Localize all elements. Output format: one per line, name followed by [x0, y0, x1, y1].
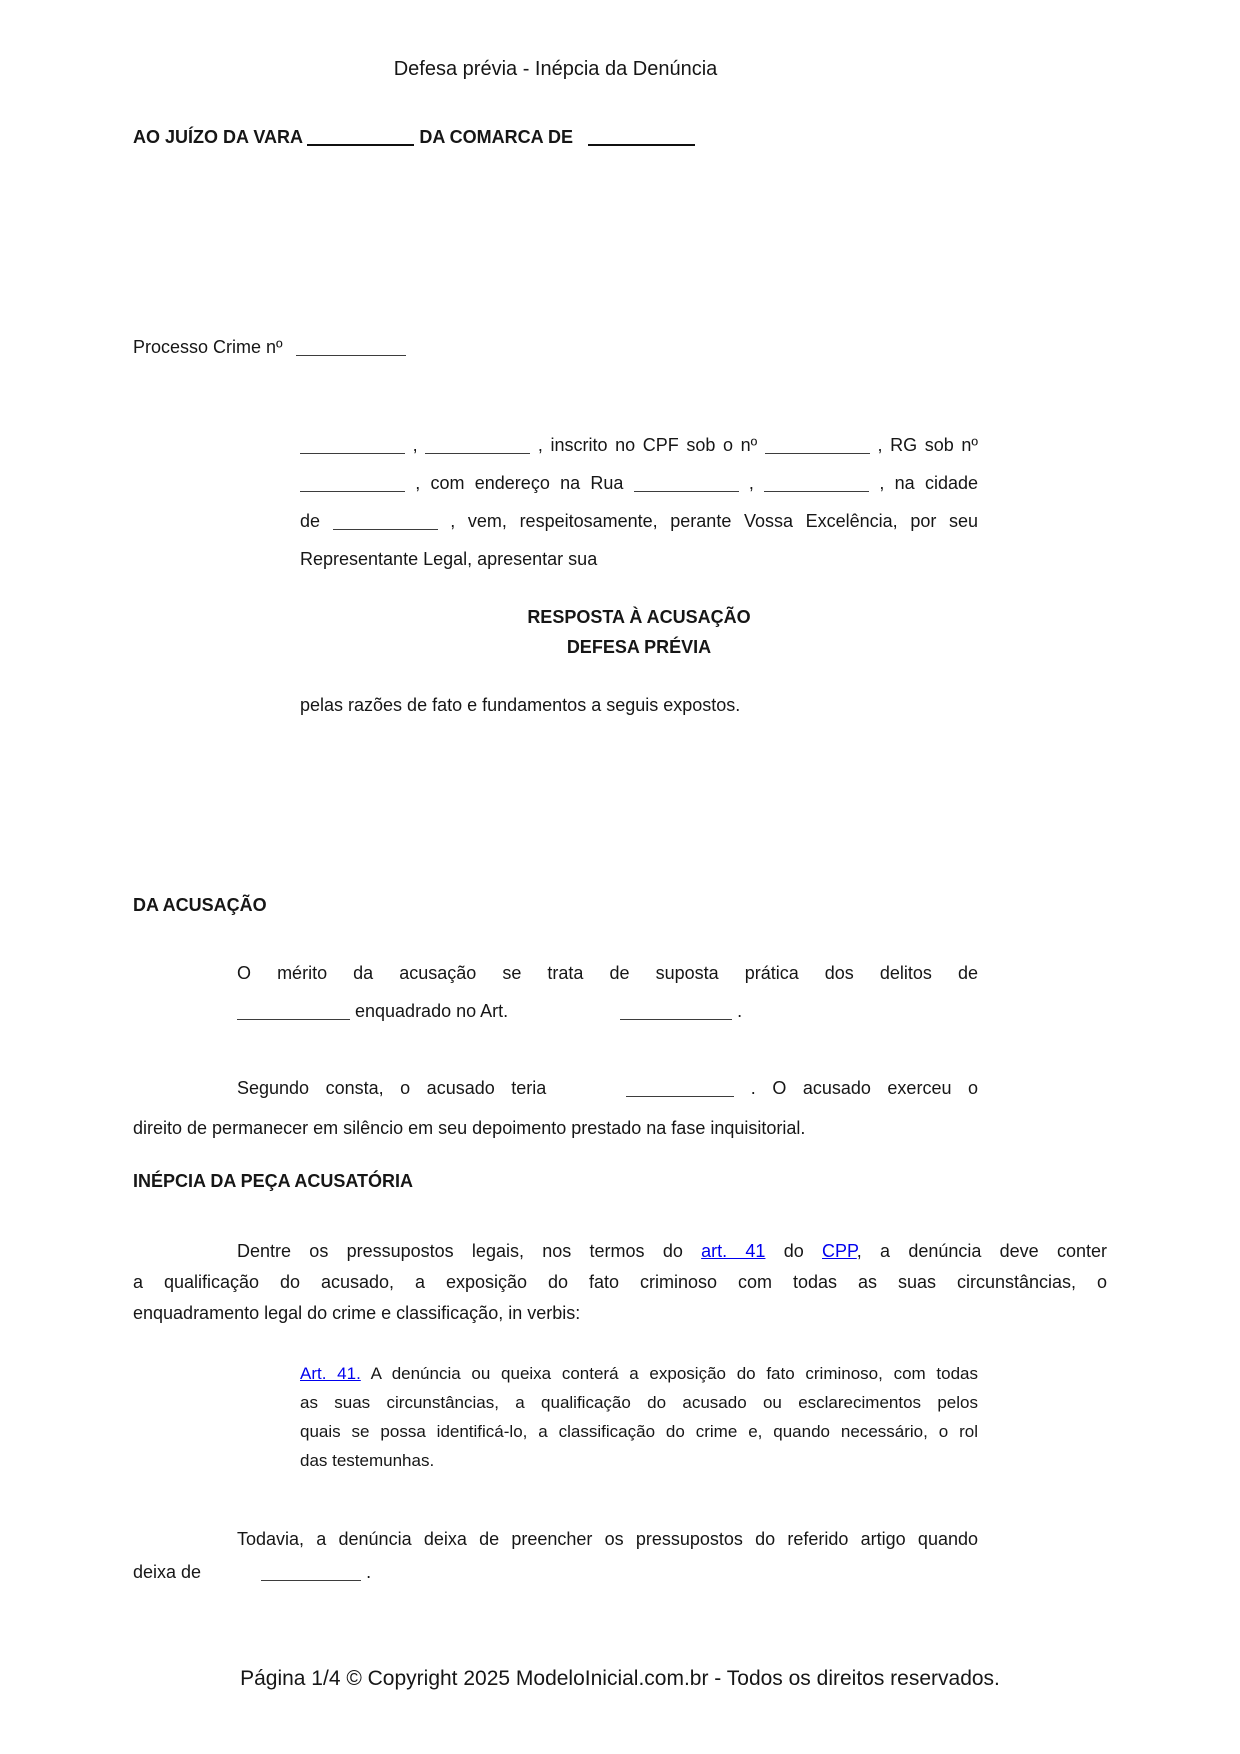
spacer	[288, 351, 296, 353]
fill-in-blank[interactable]	[626, 1084, 734, 1097]
text-run: , com endereço na Rua	[405, 473, 634, 493]
article-41-quote-line	[300, 1359, 978, 1388]
text-run: AO JUÍZO DA VARA	[133, 127, 308, 147]
text-run: , inscrito no CPF sob o nº	[530, 435, 765, 455]
text-run: quais se possa identificá-lo, a classificação do crime e, quando necessário, o rol	[300, 1422, 978, 1441]
text-run: DA COMARCA DE	[414, 127, 579, 147]
text-run: do	[765, 1241, 823, 1261]
text-run: O mérito da acusação se trata de suposta prática dos delitos de	[237, 963, 978, 983]
fill-in-blank[interactable]	[764, 479, 869, 492]
silence-paragraph-line	[133, 1108, 978, 1148]
case-number-line-line	[133, 332, 1107, 362]
article-41-quote	[300, 1359, 978, 1475]
article-41-quote-line	[300, 1417, 978, 1446]
todavia-paragraph-line	[133, 1556, 978, 1589]
court-heading	[133, 122, 1107, 152]
accusation-merit-paragraph-line	[237, 954, 978, 992]
text-run: A denúncia ou queixa conterá a exposição do fato criminoso, com todas	[360, 1364, 978, 1383]
fill-in-blank[interactable]	[425, 441, 530, 454]
legal-requirements-paragraph-line	[237, 1236, 1107, 1267]
legal-requirements-paragraph-line	[133, 1298, 1107, 1329]
silence-paragraph	[133, 1068, 978, 1148]
fill-in-blank[interactable]	[237, 1007, 350, 1020]
fill-in-blank[interactable]	[307, 133, 414, 146]
text-run: , RG sob nº	[869, 435, 978, 455]
fill-in-blank[interactable]	[588, 133, 695, 146]
text-run: .	[361, 1562, 372, 1582]
reasons-line-line	[300, 690, 1107, 720]
text-run: ,	[738, 473, 765, 493]
todavia-paragraph-line	[237, 1523, 978, 1556]
text-run: Dentre os pressupostos legais, nos termos do	[237, 1241, 702, 1261]
legal-reference-link[interactable]: CPP	[822, 1241, 857, 1261]
silence-paragraph-line	[237, 1068, 978, 1108]
section-heading-da-acusacao-line	[133, 890, 1107, 920]
spacer	[578, 141, 588, 143]
text-run: deixa de	[133, 1562, 202, 1582]
page-footer: Página 1/4 © Copyright 2025 ModeloInicial.com.br - Todos os direitos reservados.	[240, 1667, 1000, 1690]
article-41-quote-line	[300, 1446, 978, 1475]
fill-in-blank[interactable]	[333, 517, 438, 530]
fill-in-blank[interactable]	[300, 479, 405, 492]
document-body	[133, 122, 1107, 1589]
text-run: enquadrado no Art.	[350, 1001, 509, 1021]
text-run: Representante Legal, apresentar sua	[300, 549, 598, 569]
legal-requirements-paragraph	[133, 1236, 1107, 1329]
fill-in-blank[interactable]	[300, 441, 405, 454]
accusation-merit-paragraph	[237, 954, 978, 1030]
legal-reference-link[interactable]: art. 41	[701, 1241, 766, 1261]
response-heading	[300, 602, 978, 662]
fill-in-blank[interactable]	[296, 343, 406, 356]
legal-reference-link[interactable]: Art. 41.	[300, 1364, 361, 1383]
text-run: a qualificação do acusado, a exposição do fato criminoso com todas as suas circunstâncias, o	[133, 1272, 1107, 1292]
text-run: Todavia, a denúncia deixa de preencher os pressupostos do referido artigo quando	[237, 1529, 978, 1549]
text-run: pelas razões de fato e fundamentos a seguis expostos.	[300, 695, 741, 715]
reasons-line	[300, 690, 1107, 720]
legal-requirements-paragraph-line	[133, 1267, 1107, 1298]
party-qualification-paragraph-line	[300, 464, 978, 502]
fill-in-blank[interactable]	[634, 479, 739, 492]
party-qualification-paragraph-line	[300, 426, 978, 464]
fill-in-blank[interactable]	[765, 441, 870, 454]
text-run: das testemunhas.	[300, 1451, 435, 1470]
document-title: Defesa prévia - Inépcia da Denúncia	[393, 58, 718, 80]
text-run: ,	[405, 435, 426, 455]
text-run: INÉPCIA DA PEÇA ACUSATÓRIA	[133, 1171, 414, 1191]
text-run: .	[732, 1001, 743, 1021]
fill-in-blank[interactable]	[620, 1007, 732, 1020]
court-heading-line	[133, 122, 1107, 152]
text-run: as suas circunstâncias, a qualificação do acusado ou esclarecimentos pelos	[300, 1393, 978, 1412]
text-run: de	[300, 511, 333, 531]
todavia-paragraph	[133, 1523, 978, 1589]
text-run: . O acusado exerceu o	[734, 1078, 978, 1098]
spacer	[508, 1015, 620, 1017]
text-run: , a denúncia deve conter	[856, 1241, 1108, 1261]
text-run: RESPOSTA À ACUSAÇÃO	[527, 607, 751, 627]
party-qualification-paragraph-line	[300, 540, 978, 578]
text-run: DA ACUSAÇÃO	[133, 895, 267, 915]
text-run: Processo Crime nº	[133, 337, 288, 357]
spacer	[546, 1092, 626, 1094]
text-run: Segundo consta, o acusado teria	[237, 1078, 547, 1098]
response-heading-line	[300, 632, 978, 662]
section-heading-inepcia	[133, 1166, 1107, 1196]
text-run: enquadramento legal do crime e classificação, in verbis:	[133, 1303, 581, 1323]
section-heading-inepcia-line	[133, 1166, 1107, 1196]
section-heading-da-acusacao	[133, 890, 1107, 920]
case-number-line	[133, 332, 1107, 362]
text-run: , vem, respeitosamente, perante Vossa Excelência, por seu	[437, 511, 978, 531]
text-run: , na cidade	[869, 473, 978, 493]
fill-in-blank[interactable]	[261, 1568, 361, 1581]
article-41-quote-line	[300, 1388, 978, 1417]
accusation-merit-paragraph-line	[237, 992, 978, 1030]
party-qualification-paragraph	[300, 426, 978, 578]
spacer	[201, 1576, 261, 1578]
response-heading-line	[300, 602, 978, 632]
party-qualification-paragraph-line	[300, 502, 978, 540]
text-run: direito de permanecer em silêncio em seu depoimento prestado na fase inquisitorial.	[133, 1118, 806, 1138]
text-run: DEFESA PRÉVIA	[566, 637, 712, 657]
